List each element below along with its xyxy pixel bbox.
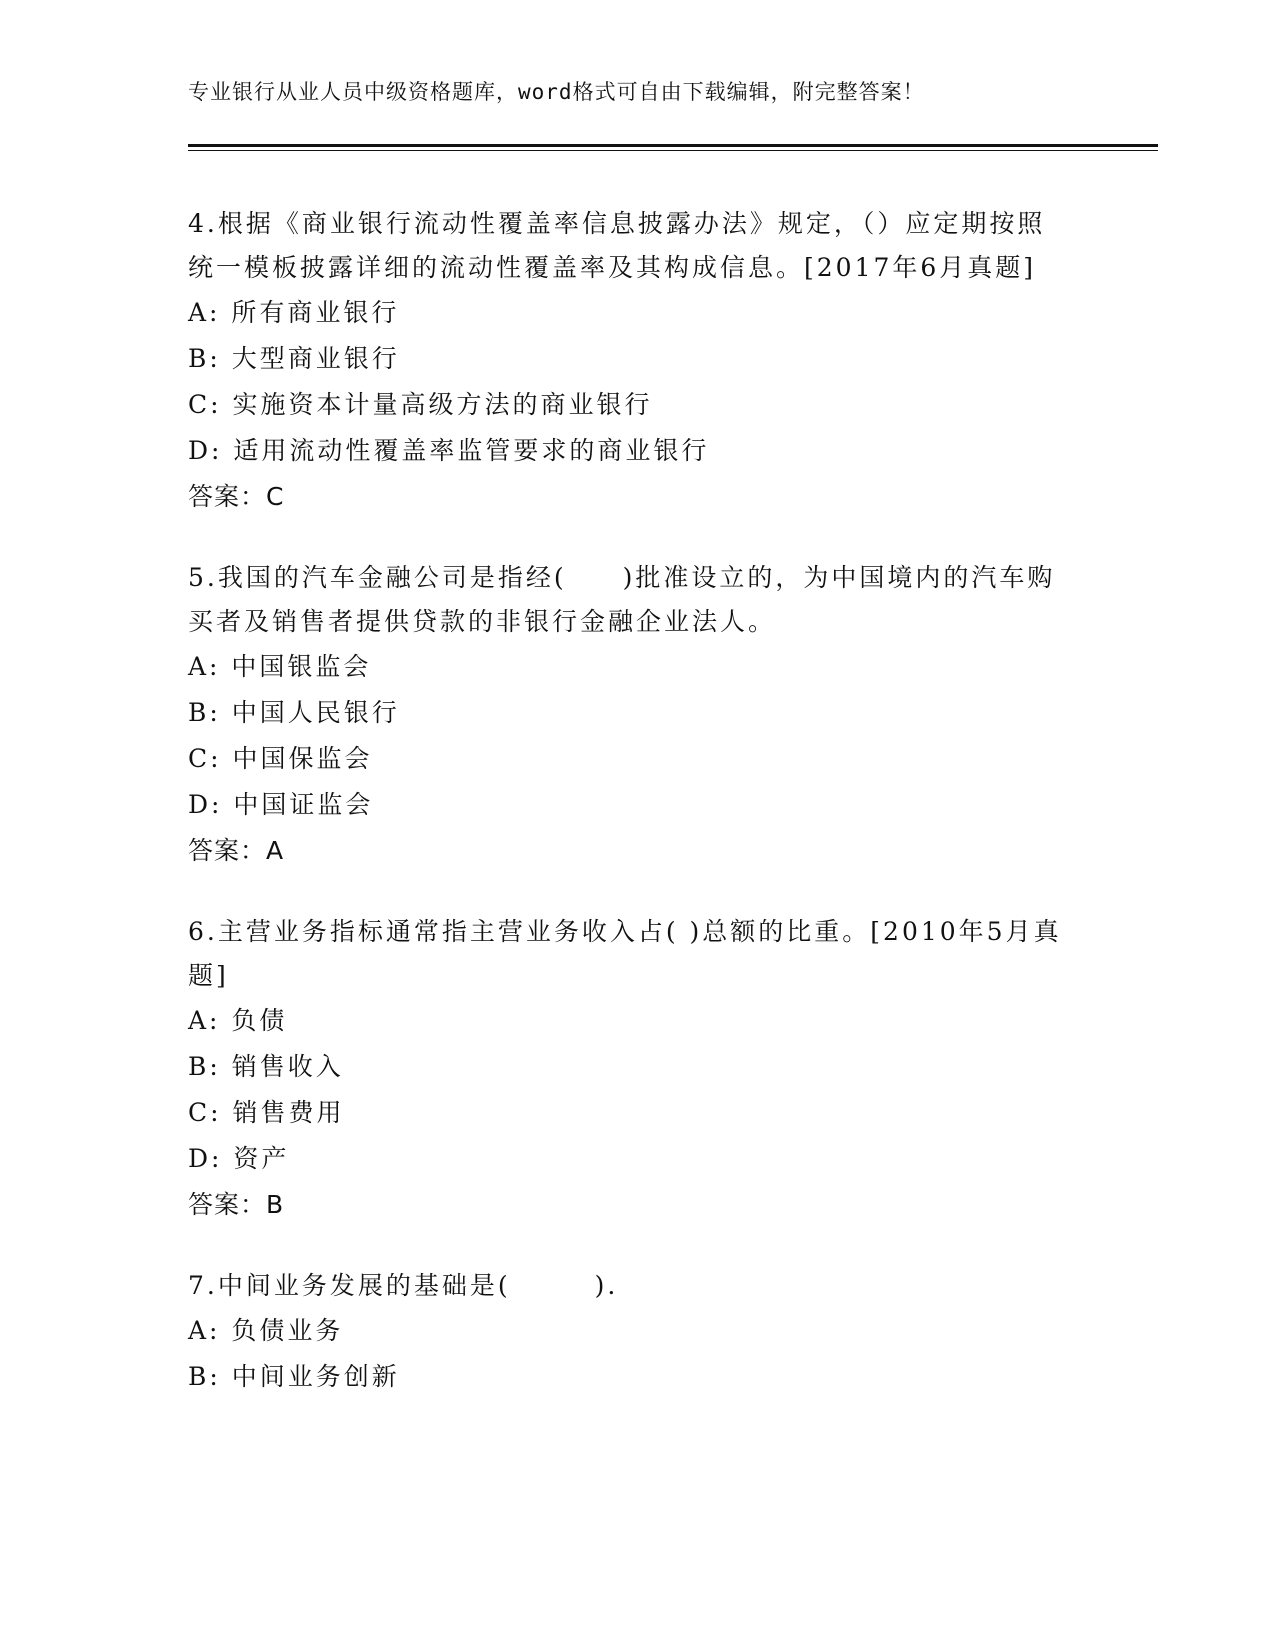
option-a: A: 负债业务 <box>188 1316 344 1345</box>
option-d: D: 资产 <box>188 1144 290 1173</box>
option-a: A: 所有商业银行 <box>188 298 400 327</box>
option-c: C: 实施资本计量高级方法的商业银行 <box>188 390 653 419</box>
option-a: A: 中国银监会 <box>188 652 372 681</box>
answer: 答案：C <box>188 482 285 511</box>
header-rule-thin <box>188 150 1158 151</box>
option-b: B: 销售收入 <box>188 1052 344 1081</box>
header-rule-thick <box>188 144 1158 147</box>
question-4 <box>188 202 1088 520</box>
option-b: B: 中国人民银行 <box>188 698 400 727</box>
question-7 <box>188 1264 1088 1400</box>
answer: 答案：B <box>188 1190 285 1219</box>
option-d: D: 中国证监会 <box>188 790 374 819</box>
option-c: C: 中国保监会 <box>188 744 373 773</box>
question-list <box>188 202 1088 1436</box>
option-b: B: 中间业务创新 <box>188 1362 400 1391</box>
answer: 答案：A <box>188 836 285 865</box>
question-text: 6.主营业务指标通常指主营业务收入占( )总额的比重。[2010年5月真题] <box>188 917 1062 990</box>
option-a: A: 负债 <box>188 1006 288 1035</box>
question-6 <box>188 910 1088 1228</box>
question-text: 7.中间业务发展的基础是( ). <box>188 1271 619 1300</box>
page-header: 专业银行从业人员中级资格题库，word格式可自由下载编辑，附完整答案！ <box>188 80 925 104</box>
question-5 <box>188 556 1088 874</box>
question-text: 5.我国的汽车金融公司是指经( )批准设立的，为中国境内的汽车购买者及销售者提供贷款的非银行金融企业法人。 <box>188 563 1056 636</box>
option-d: D: 适用流动性覆盖率监管要求的商业银行 <box>188 436 710 465</box>
option-b: B: 大型商业银行 <box>188 344 400 373</box>
question-text: 4.根据《商业银行流动性覆盖率信息披露办法》规定，（）应定期按照统一模板披露详细的流动性覆盖率及其构成信息。[2017年6月真题] <box>188 209 1046 282</box>
option-c: C: 销售费用 <box>188 1098 345 1127</box>
